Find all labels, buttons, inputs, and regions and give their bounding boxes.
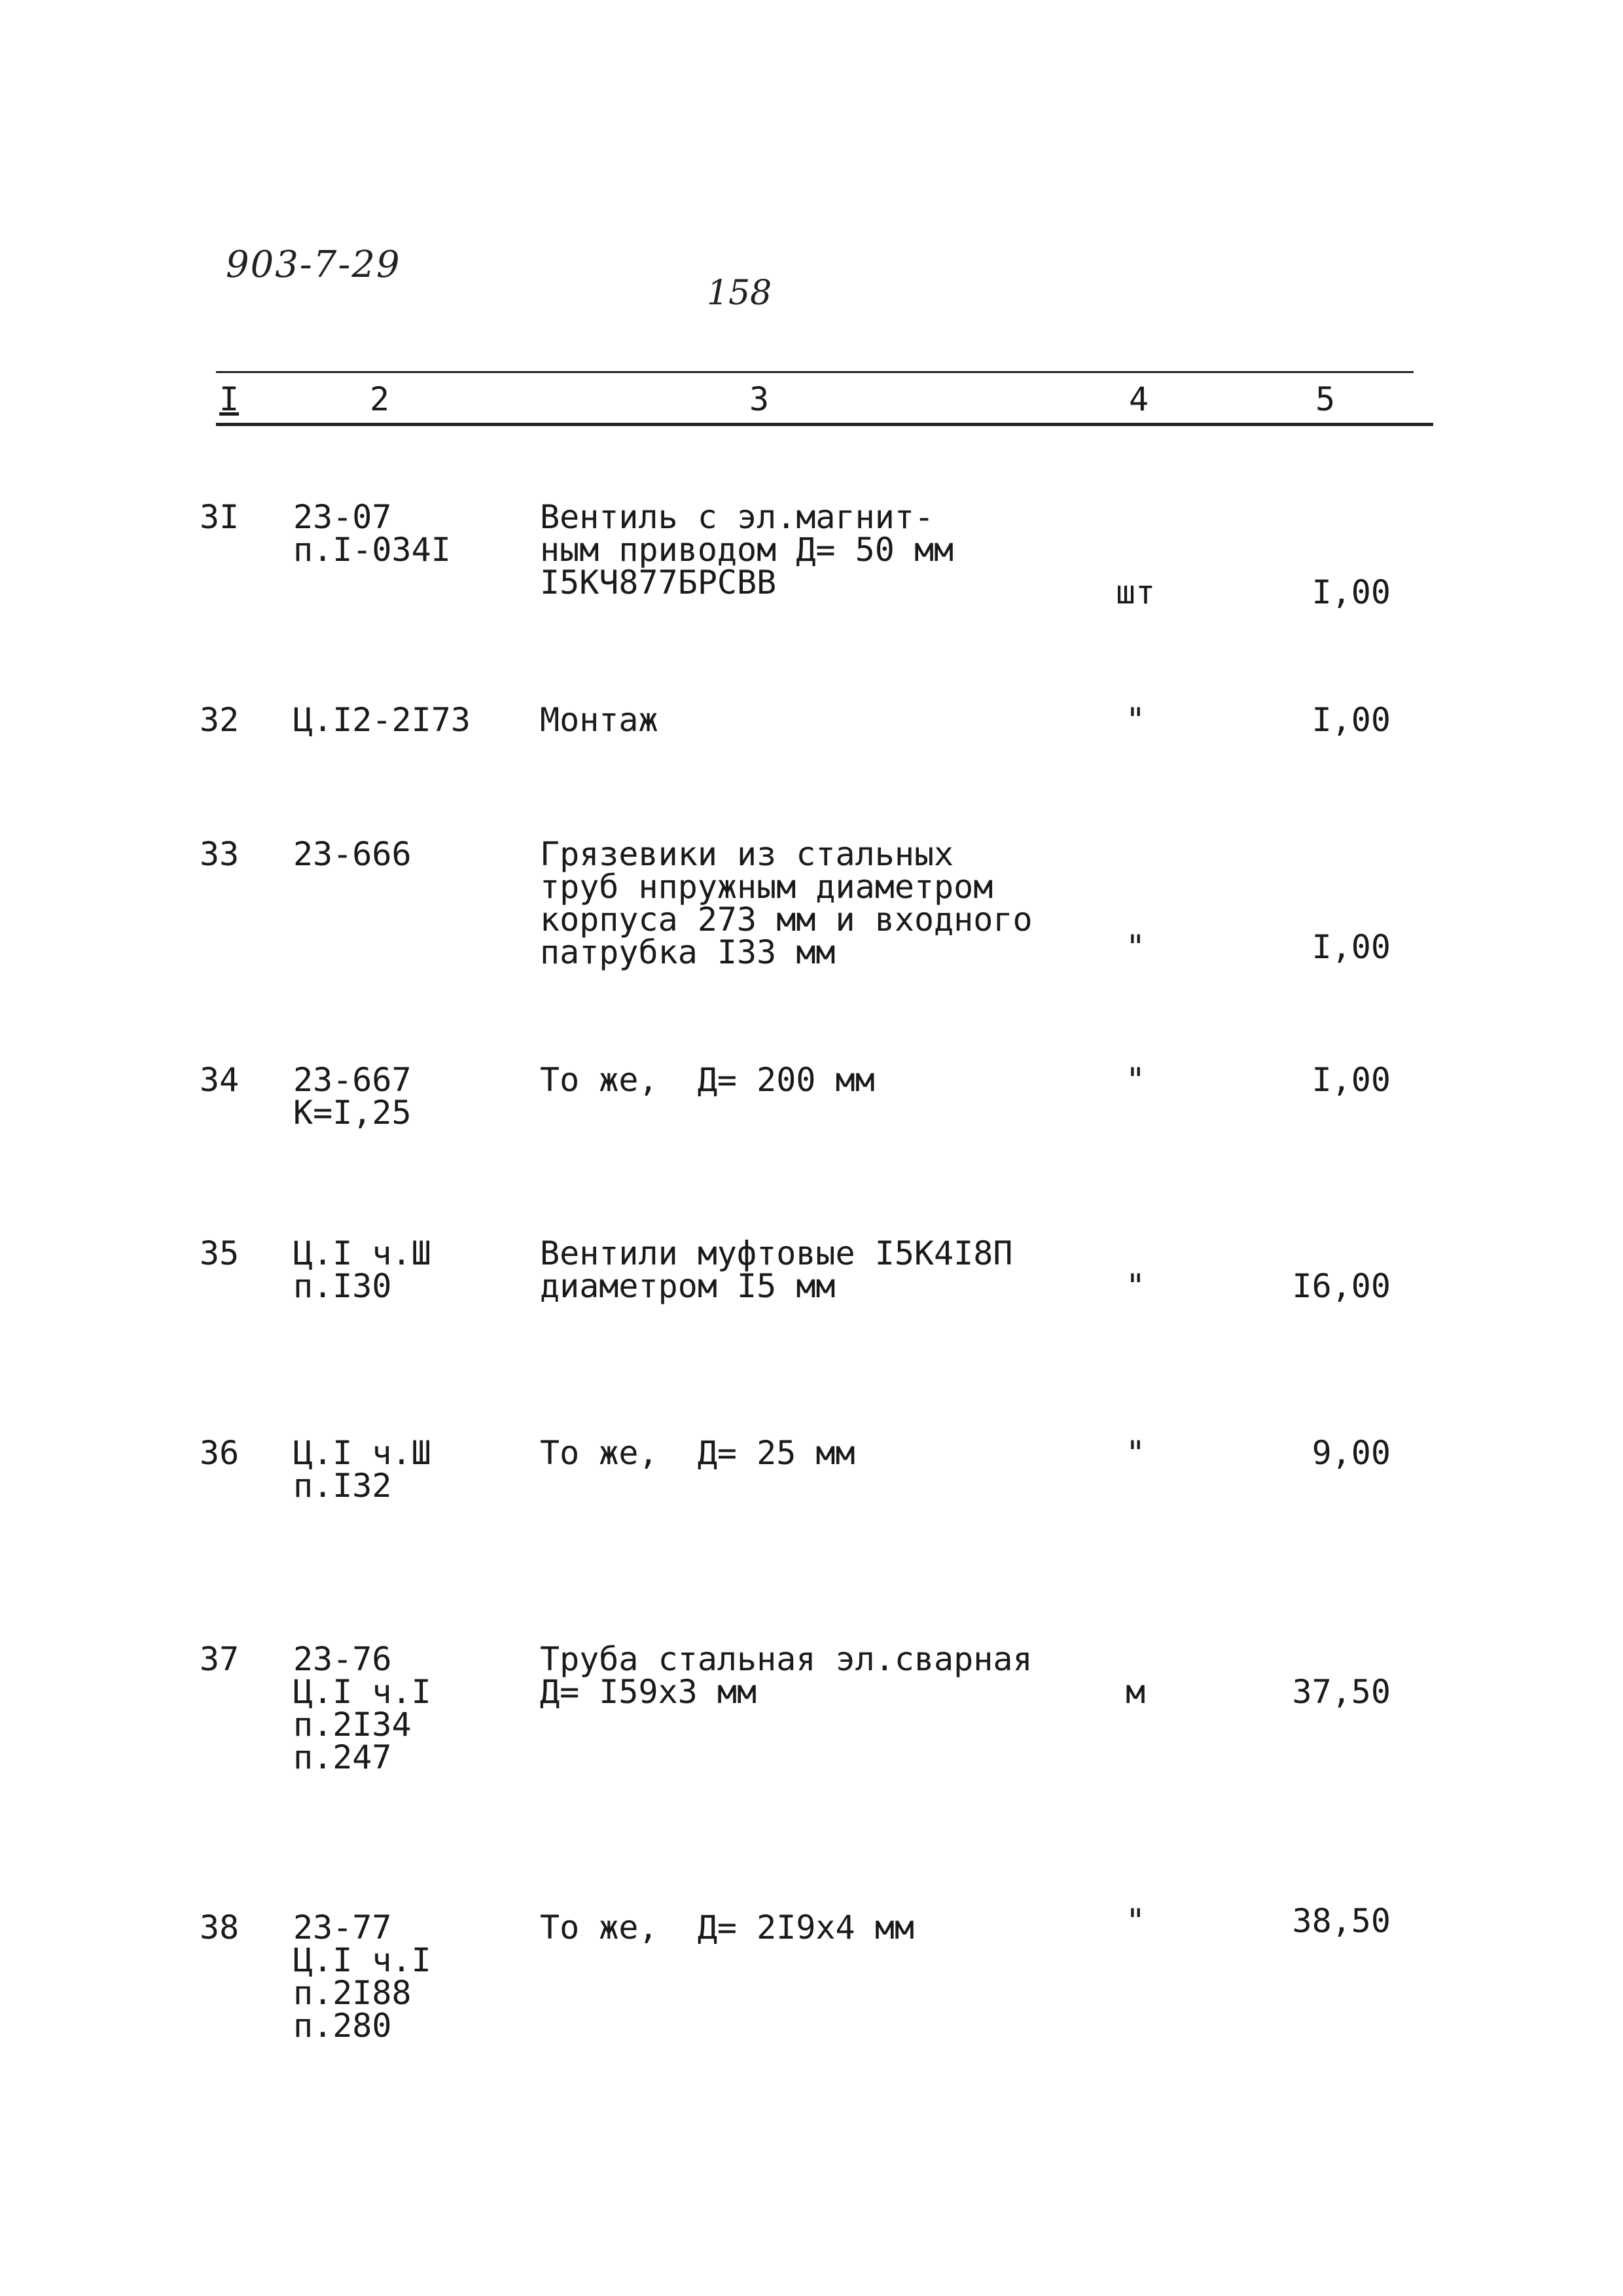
row-quantity: 9,00: [1311, 1434, 1391, 1472]
row-description: То же, Д= 2I9х4 мм: [540, 1909, 914, 1946]
page-number: 158: [707, 274, 772, 313]
row-quantity: 38,50: [1292, 1902, 1391, 1940]
row-number: 33: [200, 835, 240, 873]
column-header-3: 3: [749, 380, 770, 418]
row-unit: м: [1125, 1673, 1146, 1711]
column-header-2: 2: [370, 380, 390, 418]
row-unit: ": [1125, 701, 1146, 739]
row-number: 32: [200, 701, 240, 739]
row-code: Ц.I ч.Ш п.I30: [293, 1234, 431, 1305]
row-number: 34: [200, 1061, 240, 1099]
row-unit: шт: [1116, 573, 1156, 611]
row-code: 23-77 Ц.I ч.I п.2I88 п.280: [293, 1909, 431, 2045]
row-quantity: I,00: [1311, 928, 1391, 966]
row-description: Грязевики из стальных труб нпружным диаметром корпуса 273 мм и входного патрубка I33 мм: [540, 835, 1033, 971]
row-number: 37: [200, 1640, 240, 1678]
row-code: 23-667 К=I,25: [293, 1061, 412, 1132]
row-description: Труба стальная эл.сварная Д= I59х3 мм: [540, 1640, 1033, 1711]
row-unit: ": [1125, 1434, 1146, 1472]
row-quantity: I,00: [1311, 573, 1391, 611]
row-number: 35: [200, 1234, 240, 1272]
row-quantity: I6,00: [1292, 1267, 1391, 1305]
row-quantity: I,00: [1311, 701, 1391, 739]
row-unit: ": [1125, 928, 1146, 966]
row-quantity: 37,50: [1292, 1673, 1391, 1711]
row-description: Монтаж: [540, 701, 658, 739]
row-unit: ": [1125, 1267, 1146, 1305]
row-code: Ц.I ч.Ш п.I32: [293, 1434, 431, 1505]
row-description: Вентили муфтовые I5К4I8П диаметром I5 мм: [540, 1234, 1013, 1305]
row-unit: ": [1125, 1061, 1146, 1099]
row-code: 23-07 п.I-034I: [293, 498, 451, 569]
row-number: 38: [200, 1909, 240, 1946]
column-header-4: 4: [1129, 380, 1149, 418]
row-description: Вентиль с эл.магнит- ным приводом Д= 50 мм I5КЧ877БРСВВ: [540, 498, 954, 601]
row-unit: ": [1125, 1902, 1146, 1940]
table-top-rule: [216, 371, 1414, 373]
row-description: То же, Д= 200 мм: [540, 1061, 875, 1099]
row-description: То же, Д= 25 мм: [540, 1434, 855, 1472]
row-code: Ц.I2-2I73: [293, 701, 471, 739]
column-header-5: 5: [1315, 380, 1336, 418]
row-code: 23-666: [293, 835, 412, 873]
row-code: 23-76 Ц.I ч.I п.2I34 п.247: [293, 1640, 431, 1776]
row-number: 3I: [200, 498, 240, 536]
row-number: 36: [200, 1434, 240, 1472]
table-header-rule: [216, 423, 1433, 426]
document-code: 903-7-29: [226, 243, 401, 286]
row-quantity: I,00: [1311, 1061, 1391, 1099]
column-header-1: I: [219, 380, 240, 418]
